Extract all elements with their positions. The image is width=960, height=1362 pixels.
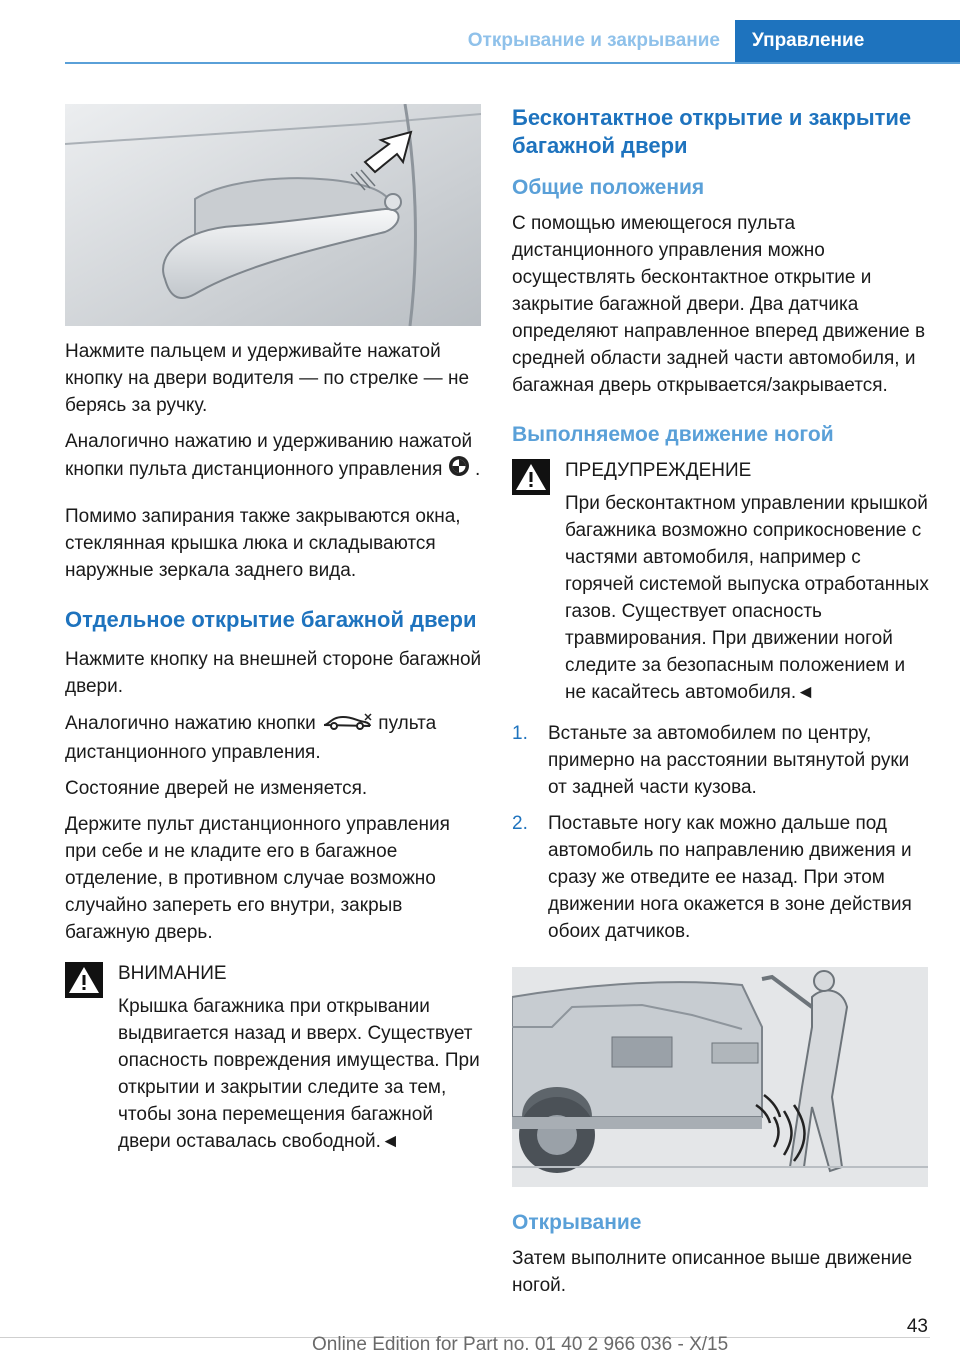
warning-triangle-icon (512, 459, 550, 495)
heading-separate-trunk-opening: Отдельное открытие багажной двери (65, 607, 477, 632)
left-column (65, 104, 483, 1164)
text-remote-equivalent-a: Аналогично нажатию и удерживанию нажатой кнопки пульта дистанционного управления (65, 431, 473, 481)
heading-foot-motion: Выполняемое движение ногой (512, 423, 834, 446)
heading-opening: Открывание (512, 1211, 642, 1234)
page-header (0, 0, 960, 62)
step-text: Встаньте за автомобилем по центру, примерно на расстоянии вытянутой руки от задней части кузова. (548, 723, 910, 798)
text-remote-trunk (65, 709, 483, 766)
text-windows-close: Помимо запирания также закрываются окна, стеклянная крышка люка и складываются наружные зеркала заднего вида. (65, 506, 461, 581)
warning-title: ПРЕДУПРЕЖДЕНИЕ (565, 460, 752, 481)
text-press-door-button: Нажмите пальцем и удерживайте нажатой кнопку на двери водителя — по стрелке — не берясь за ручку. (65, 341, 470, 416)
page-number: 43 (906, 1316, 928, 1337)
step-number: 2. (512, 813, 528, 834)
heading-general: Общие положения (512, 176, 705, 199)
list-item (512, 720, 930, 801)
warning-box (512, 457, 930, 706)
step-text: Поставьте ногу как можно дальше под автомобиль по направлению движения и сразу же отведите ее назад. При этом движении нога окажется в зоне действия обоих датчиков. (548, 813, 912, 942)
caution-title: ВНИМАНИЕ (118, 963, 227, 984)
text-remote-trunk-b: пульта дистанционного управления. (65, 713, 437, 763)
header-section-title: Открывание и закрывание (467, 30, 720, 51)
text-door-status-unchanged: Состояние дверей не изменяется. (65, 778, 368, 799)
warning-body: При бесконтактном управлении крышкой багажника возможно соприкосновение с частями автомобиля, например с горячей системой выпуска отработанных газов. Существует опасность травмирования. При движении ногой следите за безопасным положением и не касайтесь автомобиля.◄ (565, 493, 929, 703)
header-chapter-tab (735, 20, 960, 62)
text-opening-instruction: Затем выполните описанное выше движение ногой. (512, 1248, 913, 1296)
header-divider (65, 62, 960, 64)
header-chapter-label: Управление (752, 30, 865, 51)
door-handle-illustration (65, 104, 481, 326)
steps-list (512, 720, 930, 945)
footer-edition-note: Online Edition for Part no. 01 40 2 966 036 - X/15 (312, 1334, 729, 1355)
caution-box (65, 960, 483, 1155)
door-handle-drawing (65, 104, 481, 326)
foot-motion-illustration (512, 967, 928, 1187)
warning-triangle-icon (65, 962, 103, 998)
text-remote-equivalent-b: . (474, 459, 481, 481)
text-remote-trunk-a: Аналогично нажатию кнопки (65, 713, 316, 735)
step-number: 1. (512, 723, 528, 744)
text-keep-remote-with-you: Держите пульт дистанционного управления при себе и не кладите его в багажное отделение, в противном случае возможно случайно запереть его внутри, закрыв багажную дверь. (65, 814, 450, 943)
right-column (512, 104, 930, 1308)
caution-body: Крышка багажника при открывании выдвигается назад и вверх. Существует опасность повреждения имущества. При открытии и закрытии следите за тем, чтобы зона перемещения багажной двери оставалась свободной.◄ (118, 996, 480, 1152)
car-trunk-icon (321, 709, 373, 739)
list-item (512, 810, 930, 945)
heading-contactless-trunk: Бесконтактное открытие и закрытие багажной двери (512, 105, 912, 158)
text-press-trunk-button: Нажмите кнопку на внешней стороне багажной двери. (65, 649, 482, 697)
text-contactless-description: С помощью имеющегося пульта дистанционного управления можно осуществлять бесконтактное открытие и закрытие багажной двери. Два датчика определяют направленное вперед движение в средней области задней части автомобиля, и багажная дверь открывается/закрывается. (512, 213, 926, 396)
foot-motion-drawing (512, 967, 928, 1187)
bmw-roundel-icon (448, 455, 470, 485)
text-remote-equivalent (65, 428, 483, 485)
